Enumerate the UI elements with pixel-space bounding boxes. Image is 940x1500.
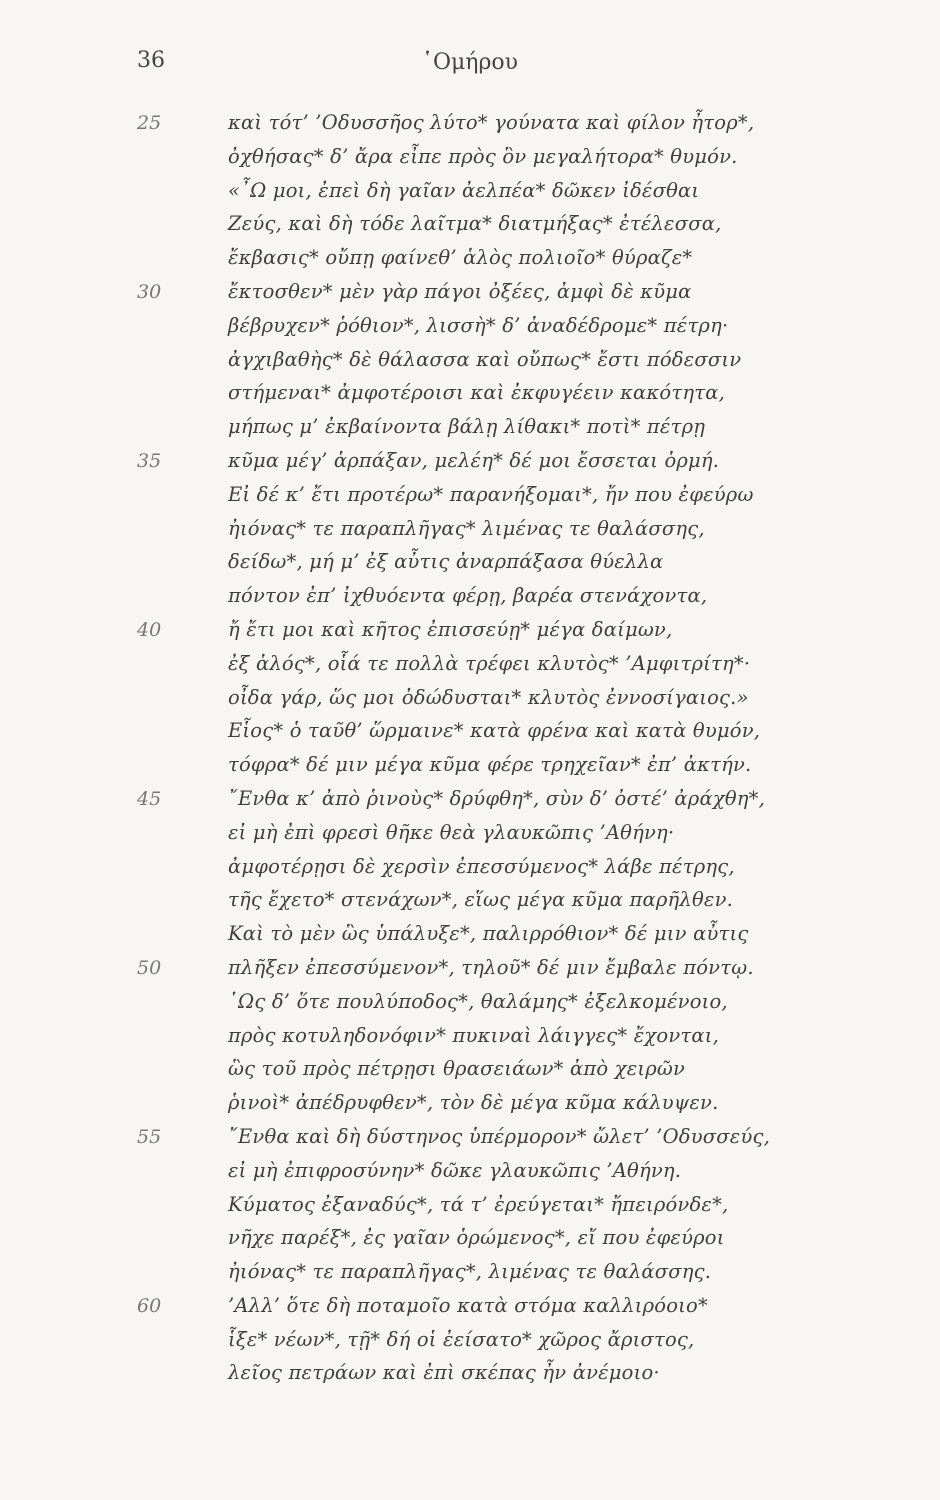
line-number: 45	[137, 787, 162, 810]
verse-line	[0, 514, 940, 548]
verse-line	[0, 852, 940, 886]
verse-text: εἰ μὴ ἐπιφροσύνην* δῶκε γλαυκῶπις ’Αθήνη.	[228, 1158, 682, 1182]
verse-text: ὀχθήσας* δ’ ἄρα εἶπε πρὸς ὃν μεγαλήτορα* θυμόν.	[228, 144, 738, 168]
verse-text: ἀγχιβαθὴς* δὲ θάλασσα καὶ οὔπως* ἔστι πόδεσσιν	[228, 347, 742, 371]
verse-text: οἶδα γάρ, ὥς μοι ὀδώδυσται* κλυτὸς ἐννοσίγαιος.»	[228, 685, 749, 709]
verse-text: στήμεναι* ἀμφοτέροισι καὶ ἐκφυγέειν κακότητα,	[228, 381, 725, 405]
verse-line	[0, 716, 940, 750]
verse-text: Εἷος* ὁ ταῦθ’ ὥρμαινε* κατὰ φρένα καὶ κατὰ θυμόν,	[228, 719, 761, 743]
verse-line	[0, 750, 940, 784]
line-number: 30	[137, 280, 162, 303]
verse-line	[0, 885, 940, 919]
verse-line	[0, 345, 940, 379]
verse-line	[0, 919, 940, 953]
verse-text: κῦμα μέγ’ ἁρπάξαν, μελέη* δέ μοι ἔσσεται ὁρμή.	[228, 448, 720, 472]
line-number: 35	[137, 449, 162, 472]
verse-text: ἷξε* νέων*, τῇ* δή οἱ ἐείσατο* χῶρος ἄριστος,	[228, 1327, 695, 1351]
verse-line	[0, 953, 940, 987]
verse-line	[0, 683, 940, 717]
verse-text: «῏Ω μοι, ἐπεὶ δὴ γαῖαν ἀελπέα* δῶκεν ἰδέσθαι	[228, 178, 700, 202]
verse-text: λεῖος πετράων καὶ ἐπὶ σκέπας ἦν ἀνέμοιο·	[228, 1361, 660, 1385]
verse-line	[0, 1223, 940, 1257]
verse-text: Κύματος ἐξαναδύς*, τά τ’ ἐρεύγεται* ἤπειρόνδε*,	[228, 1192, 729, 1216]
verse-text: τόφρα* δέ μιν μέγα κῦμα φέρε τρηχεῖαν* ἐπ’ ἀκτήν.	[228, 753, 752, 777]
verse-line	[0, 1190, 940, 1224]
line-number: 25	[137, 112, 162, 134]
verse-text: ῎Ενθα κ’ ἀπὸ ῥινοὺς* δρύφθη*, σὺν δ’ ὀστέ’ ἀράχθη*,	[228, 786, 766, 810]
verse-line	[0, 243, 940, 277]
verse-line	[0, 784, 940, 818]
verse-line	[0, 1088, 940, 1122]
verse-line	[0, 311, 940, 345]
verse-text: ἔκτοσθεν* μὲν γὰρ πάγοι ὀξέες, ἀμφὶ δὲ κῦμα	[228, 279, 692, 303]
verse-text: καὶ τότ’ ’Οδυσσῆος λύτο* γούνατα καὶ φίλον ἦτορ*,	[228, 111, 755, 134]
line-number: 55	[137, 1125, 162, 1148]
verse-text: πόντον ἐπ’ ἰχθυόεντα φέρῃ, βαρέα στενάχοντα,	[228, 584, 708, 608]
verse-line	[0, 209, 940, 243]
verse-line	[0, 987, 940, 1021]
verse-text: ἠιόνας* τε παραπλῆγας*, λιμένας τε θαλάσσης.	[228, 1260, 712, 1284]
verse-line	[0, 1325, 940, 1359]
verse-line	[0, 176, 940, 210]
verse-line	[0, 1054, 940, 1088]
verse-text: μήπως μ’ ἐκβαίνοντα βάλῃ λίθακι* ποτὶ* πέτρῃ	[228, 415, 706, 439]
verse-line	[0, 649, 940, 683]
verse-text: δείδω*, μή μ’ ἐξ αὖτις ἀναρπάξασα θύελλα	[228, 550, 664, 574]
verse-text: βέβρυχεν* ῥόθιον*, λισσὴ* δ’ ἀναδέδρομε* πέτρη·	[228, 313, 729, 337]
verse-line	[0, 581, 940, 615]
verse-line	[0, 1291, 940, 1325]
verse-line	[0, 1358, 940, 1392]
verse-text: ἔκβασις* οὔπῃ φαίνεθ’ ἁλὸς πολιοῖο* θύραζε*	[228, 246, 693, 270]
verse-line	[0, 818, 940, 852]
verse-text: Ζεύς, καὶ δὴ τόδε λαῖτμα* διατμήξας* ἐτέλεσσα,	[228, 212, 722, 236]
verse-text: Καὶ τὸ μὲν ὣς ὑπάλυξε*, παλιρρόθιον* δέ μιν αὖτις	[228, 922, 749, 946]
verse-text: τῆς ἔχετο* στενάχων*, εἵως μέγα κῦμα παρῆλθεν.	[228, 888, 734, 912]
verse-line	[0, 615, 940, 649]
verse-text: ἤ ἔτι μοι καὶ κῆτος ἐπισσεύῃ* μέγα δαίμων,	[228, 617, 673, 641]
verse-text: ῎Ενθα καὶ δὴ δύστηνος ὑπέρμορον* ὤλετ’ ’Οδυσσεύς,	[228, 1124, 771, 1148]
line-number: 60	[137, 1294, 162, 1317]
verse-text: νῆχε παρέξ*, ἐς γαῖαν ὁρώμενος*, εἴ που ἐφεύροι	[228, 1226, 725, 1250]
verse-line	[0, 446, 940, 480]
verse-line	[0, 108, 940, 142]
running-title: ῾Ομήρου	[421, 50, 519, 75]
verse-line	[0, 547, 940, 581]
verse-line	[0, 1257, 940, 1291]
verse-text: ἠιόνας* τε παραπλῆγας* λιμένας τε θαλάσσης,	[228, 516, 705, 540]
line-number: 50	[137, 956, 162, 979]
verse-line	[0, 1156, 940, 1190]
verse-line	[0, 1122, 940, 1156]
verse-line	[0, 277, 940, 311]
verse-line	[0, 142, 940, 176]
verse-text: Εἰ δέ κ’ ἔτι προτέρω* παρανήξομαι*, ἤν που ἐφεύρω	[228, 482, 754, 506]
verse-text: ἀμφοτέρῃσι δὲ χερσὶν ἐπεσσύμενος* λάβε πέτρης,	[228, 854, 735, 878]
verse-text: ἐξ ἁλός*, οἷά τε πολλὰ τρέφει κλυτὸς* ’Αμφιτρίτη*·	[228, 651, 751, 675]
verse-text: πλῆξεν ἐπεσσύμενον*, τηλοῦ* δέ μιν ἔμβαλε πόντῳ.	[228, 955, 754, 979]
verse-block	[0, 108, 940, 1392]
verse-text: ’Αλλ’ ὅτε δὴ ποταμοῖο κατὰ στόμα καλλιρόοιο*	[228, 1293, 708, 1317]
verse-line	[0, 412, 940, 446]
line-number: 40	[137, 618, 162, 641]
verse-line	[0, 1021, 940, 1055]
verse-text: ῾Ως δ’ ὅτε πουλύποδος*, θαλάμης* ἐξελκομένοιο,	[228, 989, 728, 1013]
verse-line	[0, 480, 940, 514]
verse-text: πρὸς κοτυληδονόφιν* πυκιναὶ λάιγγες* ἔχονται,	[228, 1023, 719, 1047]
page-number: 36	[137, 48, 165, 73]
verse-line	[0, 378, 940, 412]
verse-text: ὣς τοῦ πρὸς πέτρῃσι θρασειάων* ἀπὸ χειρῶν	[228, 1057, 686, 1081]
verse-text: εἰ μὴ ἐπὶ φρεσὶ θῆκε θεὰ γλαυκῶπις ’Αθήνη·	[228, 820, 675, 844]
verse-text: ῥινοὶ* ἀπέδρυφθεν*, τὸν δὲ μέγα κῦμα κάλυψεν.	[228, 1091, 719, 1115]
